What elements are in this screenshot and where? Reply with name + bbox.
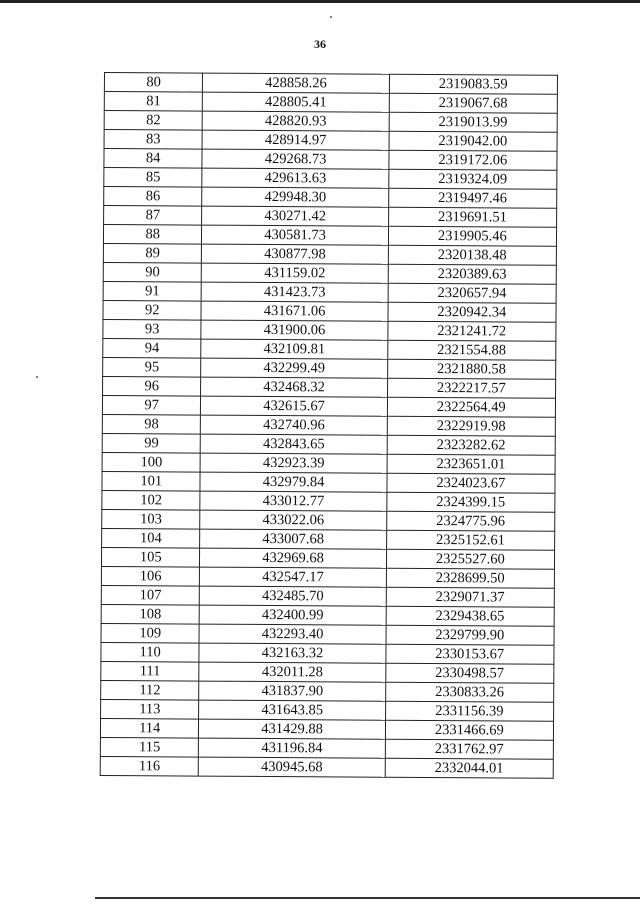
x-coordinate-cell: 432299.49 [201, 358, 387, 378]
page-number: 36 [314, 37, 326, 51]
point-number-cell: 112 [101, 680, 200, 700]
y-coordinate-cell: 2319691.51 [388, 207, 556, 227]
y-coordinate-cell: 2331156.39 [385, 701, 553, 721]
x-coordinate-cell: 432969.68 [200, 548, 386, 568]
scan-speck [330, 16, 332, 18]
point-number-cell: 97 [102, 395, 201, 415]
y-coordinate-cell: 2320657.94 [388, 283, 556, 303]
y-coordinate-cell: 2325152.61 [386, 530, 554, 550]
x-coordinate-cell: 428820.93 [203, 111, 389, 131]
y-coordinate-cell: 2319172.06 [389, 150, 557, 170]
y-coordinate-cell: 2319905.46 [388, 226, 556, 246]
y-coordinate-cell: 2330833.26 [385, 682, 553, 702]
point-number-cell: 101 [102, 471, 201, 491]
x-coordinate-cell: 431671.06 [201, 301, 387, 321]
y-coordinate-cell: 2328699.50 [386, 568, 554, 588]
point-number-cell: 93 [103, 319, 202, 339]
y-coordinate-cell: 2331762.97 [385, 739, 553, 759]
x-coordinate-cell: 431900.06 [201, 320, 387, 340]
x-coordinate-cell: 431429.88 [199, 719, 385, 739]
x-coordinate-cell: 430945.68 [199, 757, 385, 777]
x-coordinate-cell: 430271.42 [202, 206, 388, 226]
x-coordinate-cell: 432843.65 [201, 434, 387, 454]
point-number-cell: 106 [101, 566, 200, 586]
point-number-cell: 103 [102, 509, 201, 529]
x-coordinate-cell: 431643.85 [199, 700, 385, 720]
x-coordinate-cell: 432923.39 [201, 453, 387, 473]
x-coordinate-cell: 431423.73 [202, 282, 388, 302]
x-coordinate-cell: 428805.41 [203, 92, 389, 112]
x-coordinate-cell: 433007.68 [200, 529, 386, 549]
y-coordinate-cell: 2325527.60 [386, 549, 554, 569]
x-coordinate-cell: 428858.26 [203, 73, 389, 93]
point-number-cell: 108 [101, 604, 200, 624]
table-row [100, 756, 553, 778]
y-coordinate-cell: 2320942.34 [388, 302, 556, 322]
y-coordinate-cell: 2324023.67 [387, 473, 555, 493]
y-coordinate-cell: 2332044.01 [385, 758, 553, 778]
point-number-cell: 80 [104, 73, 203, 93]
point-number-cell: 104 [102, 528, 201, 548]
y-coordinate-cell: 2321880.58 [387, 359, 555, 379]
point-number-cell: 89 [103, 243, 202, 263]
coordinates-table-body [100, 73, 557, 779]
x-coordinate-cell: 429268.73 [202, 149, 388, 169]
point-number-cell: 84 [104, 149, 203, 169]
point-number-cell: 85 [104, 168, 203, 188]
y-coordinate-cell: 2329799.90 [386, 625, 554, 645]
point-number-cell: 99 [102, 433, 201, 453]
y-coordinate-cell: 2324775.96 [386, 511, 554, 531]
x-coordinate-cell: 433022.06 [200, 510, 386, 530]
y-coordinate-cell: 2331466.69 [385, 720, 553, 740]
x-coordinate-cell: 432740.96 [201, 415, 387, 435]
point-number-cell: 91 [103, 281, 202, 301]
x-coordinate-cell: 430877.98 [202, 244, 388, 264]
point-number-cell: 110 [101, 642, 200, 662]
y-coordinate-cell: 2319042.00 [389, 131, 557, 151]
point-number-cell: 87 [104, 206, 203, 226]
y-coordinate-cell: 2323651.01 [387, 454, 555, 474]
x-coordinate-cell: 428914.97 [203, 130, 389, 150]
x-coordinate-cell: 429613.63 [202, 168, 388, 188]
x-coordinate-cell: 430581.73 [202, 225, 388, 245]
point-number-cell: 94 [103, 338, 202, 358]
x-coordinate-cell: 432011.28 [199, 662, 385, 682]
y-coordinate-cell: 2329071.37 [386, 587, 554, 607]
point-number-cell: 100 [102, 452, 201, 472]
y-coordinate-cell: 2323282.62 [387, 435, 555, 455]
y-coordinate-cell: 2319083.59 [389, 74, 557, 94]
y-coordinate-cell: 2321554.88 [387, 340, 555, 360]
point-number-cell: 111 [101, 661, 200, 681]
y-coordinate-cell: 2322564.49 [387, 397, 555, 417]
y-coordinate-cell: 2319324.09 [388, 169, 556, 189]
y-coordinate-cell: 2319067.68 [389, 93, 557, 113]
y-coordinate-cell: 2324399.15 [386, 492, 554, 512]
point-number-cell: 98 [102, 414, 201, 434]
point-number-cell: 81 [104, 92, 203, 112]
coordinates-table [100, 72, 558, 779]
x-coordinate-cell: 429948.30 [202, 187, 388, 207]
y-coordinate-cell: 2320389.63 [388, 264, 556, 284]
y-coordinate-cell: 2319497.46 [388, 188, 556, 208]
y-coordinate-cell: 2321241.72 [388, 321, 556, 341]
y-coordinate-cell: 2330153.67 [386, 644, 554, 664]
point-number-cell: 82 [104, 111, 203, 131]
x-coordinate-cell: 432547.17 [200, 567, 386, 587]
point-number-cell: 116 [100, 756, 199, 776]
y-coordinate-cell: 2322217.57 [387, 378, 555, 398]
x-coordinate-cell: 432468.32 [201, 377, 387, 397]
x-coordinate-cell: 431837.90 [199, 681, 385, 701]
x-coordinate-cell: 431159.02 [202, 263, 388, 283]
point-number-cell: 113 [101, 699, 200, 719]
point-number-cell: 114 [100, 718, 199, 738]
x-coordinate-cell: 432400.99 [200, 605, 386, 625]
y-coordinate-cell: 2329438.65 [386, 606, 554, 626]
x-coordinate-cell: 433012.77 [200, 491, 386, 511]
x-coordinate-cell: 432979.84 [200, 472, 386, 492]
point-number-cell: 95 [103, 357, 202, 377]
point-number-cell: 96 [103, 376, 202, 396]
x-coordinate-cell: 432163.32 [199, 643, 385, 663]
point-number-cell: 88 [103, 225, 202, 245]
y-coordinate-cell: 2322919.98 [387, 416, 555, 436]
scan-top-edge [0, 0, 640, 3]
point-number-cell: 109 [101, 623, 200, 643]
x-coordinate-cell: 432485.70 [200, 586, 386, 606]
point-number-cell: 86 [104, 187, 203, 207]
x-coordinate-cell: 432293.40 [199, 624, 385, 644]
scan-bottom-edge [95, 897, 640, 899]
point-number-cell: 107 [101, 585, 200, 605]
point-number-cell: 92 [103, 300, 202, 320]
point-number-cell: 105 [101, 547, 200, 567]
point-number-cell: 90 [103, 262, 202, 282]
y-coordinate-cell: 2330498.57 [385, 663, 553, 683]
scan-speck [36, 376, 38, 378]
point-number-cell: 115 [100, 737, 199, 757]
y-coordinate-cell: 2319013.99 [389, 112, 557, 132]
y-coordinate-cell: 2320138.48 [388, 245, 556, 265]
x-coordinate-cell: 431196.84 [199, 738, 385, 758]
point-number-cell: 83 [104, 130, 203, 150]
x-coordinate-cell: 432615.67 [201, 396, 387, 416]
x-coordinate-cell: 432109.81 [201, 339, 387, 359]
point-number-cell: 102 [102, 490, 201, 510]
